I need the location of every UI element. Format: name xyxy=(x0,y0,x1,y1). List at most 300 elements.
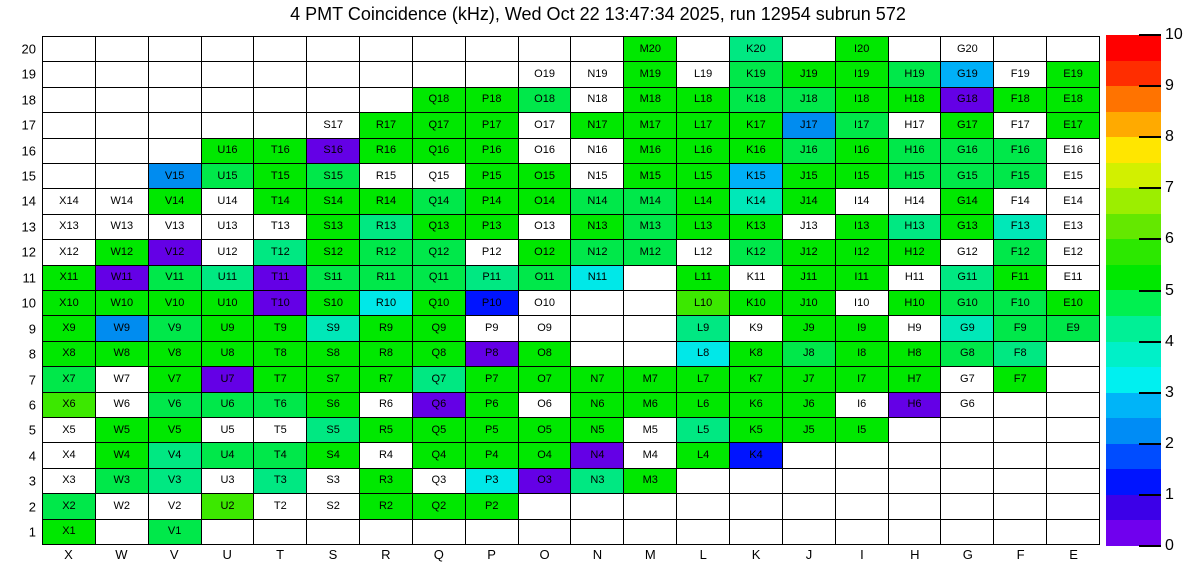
cell-J17: J17 xyxy=(783,113,835,137)
cell-J13: J13 xyxy=(783,215,835,239)
colorbar-tick-label-3: 3 xyxy=(1165,383,1174,401)
cell-empty xyxy=(677,469,729,493)
cell-empty xyxy=(1047,469,1099,493)
cell-F13: F13 xyxy=(994,215,1046,239)
cell-H12: H12 xyxy=(889,240,941,264)
row-label-2: 2 xyxy=(28,499,36,515)
cell-U6: U6 xyxy=(202,393,254,417)
cell-empty xyxy=(149,37,201,61)
row-label-19: 19 xyxy=(21,66,36,82)
cell-R3: R3 xyxy=(360,469,412,493)
colorbar-tick-label-2: 2 xyxy=(1165,434,1174,452)
colorbar-tick xyxy=(1139,494,1161,496)
cell-empty xyxy=(836,494,888,518)
cell-empty xyxy=(96,37,148,61)
cell-Q8: Q8 xyxy=(413,342,465,366)
cell-I11: I11 xyxy=(836,266,888,290)
cell-G8: G8 xyxy=(941,342,993,366)
cell-I8: I8 xyxy=(836,342,888,366)
cell-E18: E18 xyxy=(1047,88,1099,112)
cell-empty xyxy=(624,342,676,366)
colorbar-tick-label-0: 0 xyxy=(1165,537,1174,554)
cell-J10: J10 xyxy=(783,291,835,315)
cell-empty xyxy=(202,520,254,544)
cell-H13: H13 xyxy=(889,215,941,239)
cell-K19: K19 xyxy=(730,62,782,86)
cell-X10: X10 xyxy=(43,291,95,315)
cell-empty xyxy=(836,469,888,493)
page-title: 4 PMT Coincidence (kHz), Wed Oct 22 13:47:34 2025, run 12954 subrun 572 xyxy=(290,4,906,24)
cell-M18: M18 xyxy=(624,88,676,112)
cell-K16: K16 xyxy=(730,139,782,163)
cell-empty xyxy=(889,520,941,544)
cell-empty xyxy=(730,494,782,518)
cell-S12: S12 xyxy=(307,240,359,264)
column-label-H: H xyxy=(910,547,920,562)
cell-empty xyxy=(149,113,201,137)
cell-X6: X6 xyxy=(43,393,95,417)
cell-empty xyxy=(994,520,1046,544)
cell-Q12: Q12 xyxy=(413,240,465,264)
cell-G11: G11 xyxy=(941,266,993,290)
row-label-17: 17 xyxy=(21,117,36,133)
cell-P6: P6 xyxy=(466,393,518,417)
cell-K18: K18 xyxy=(730,88,782,112)
cell-L15: L15 xyxy=(677,164,729,188)
cell-X3: X3 xyxy=(43,469,95,493)
cell-V12: V12 xyxy=(149,240,201,264)
cell-T6: T6 xyxy=(254,393,306,417)
column-label-E: E xyxy=(1069,547,1078,562)
cell-M20: M20 xyxy=(624,37,676,61)
cell-H17: H17 xyxy=(889,113,941,137)
cell-I20: I20 xyxy=(836,37,888,61)
cell-H8: H8 xyxy=(889,342,941,366)
colorbar-tick xyxy=(1139,187,1161,189)
cell-S6: S6 xyxy=(307,393,359,417)
cell-empty xyxy=(783,520,835,544)
column-label-L: L xyxy=(699,547,707,562)
cell-K8: K8 xyxy=(730,342,782,366)
cell-E19: E19 xyxy=(1047,62,1099,86)
cell-O11: O11 xyxy=(519,266,571,290)
cell-I10: I10 xyxy=(836,291,888,315)
colorbar-tick-label-9: 9 xyxy=(1165,77,1174,95)
cell-empty xyxy=(783,469,835,493)
cell-U5: U5 xyxy=(202,418,254,442)
cell-T7: T7 xyxy=(254,367,306,391)
cell-W11: W11 xyxy=(96,266,148,290)
cell-O10: O10 xyxy=(519,291,571,315)
cell-F15: F15 xyxy=(994,164,1046,188)
colorbar-tick xyxy=(1139,545,1161,547)
cell-U13: U13 xyxy=(202,215,254,239)
cell-P18: P18 xyxy=(466,88,518,112)
cell-Q13: Q13 xyxy=(413,215,465,239)
cell-empty xyxy=(889,443,941,467)
cell-empty xyxy=(254,37,306,61)
colorbar-tick-labels xyxy=(1165,26,1195,554)
cell-H10: H10 xyxy=(889,291,941,315)
colorbar-tick xyxy=(1139,443,1161,445)
cell-H16: H16 xyxy=(889,139,941,163)
cell-S3: S3 xyxy=(307,469,359,493)
cell-Q10: Q10 xyxy=(413,291,465,315)
cell-P2: P2 xyxy=(466,494,518,518)
column-label-O: O xyxy=(539,547,550,562)
cell-empty xyxy=(413,520,465,544)
cell-O9: O9 xyxy=(519,316,571,340)
cell-H9: H9 xyxy=(889,316,941,340)
cell-N11: N11 xyxy=(571,266,623,290)
cell-F11: F11 xyxy=(994,266,1046,290)
cell-J5: J5 xyxy=(783,418,835,442)
cell-empty xyxy=(624,316,676,340)
cell-R16: R16 xyxy=(360,139,412,163)
cell-J12: J12 xyxy=(783,240,835,264)
cell-S10: S10 xyxy=(307,291,359,315)
cell-empty xyxy=(413,37,465,61)
cell-H7: H7 xyxy=(889,367,941,391)
cell-F16: F16 xyxy=(994,139,1046,163)
cell-F8: F8 xyxy=(994,342,1046,366)
cell-P8: P8 xyxy=(466,342,518,366)
cell-K13: K13 xyxy=(730,215,782,239)
cell-F10: F10 xyxy=(994,291,1046,315)
cell-N12: N12 xyxy=(571,240,623,264)
cell-R5: R5 xyxy=(360,418,412,442)
cell-empty xyxy=(96,88,148,112)
cell-X1: X1 xyxy=(43,520,95,544)
cell-F14: F14 xyxy=(994,189,1046,213)
cell-K7: K7 xyxy=(730,367,782,391)
cell-K17: K17 xyxy=(730,113,782,137)
cell-empty xyxy=(941,443,993,467)
column-label-W: W xyxy=(115,547,128,562)
cell-empty xyxy=(254,62,306,86)
row-label-10: 10 xyxy=(21,295,36,311)
cell-R10: R10 xyxy=(360,291,412,315)
cell-M19: M19 xyxy=(624,62,676,86)
cell-empty xyxy=(994,443,1046,467)
cell-empty xyxy=(202,37,254,61)
cell-empty xyxy=(571,342,623,366)
cell-J19: J19 xyxy=(783,62,835,86)
cell-X11: X11 xyxy=(43,266,95,290)
y-axis-row-labels xyxy=(8,36,36,545)
cell-E13: E13 xyxy=(1047,215,1099,239)
cell-empty xyxy=(307,62,359,86)
cell-N4: N4 xyxy=(571,443,623,467)
cell-empty xyxy=(677,520,729,544)
cell-G19: G19 xyxy=(941,62,993,86)
cell-empty xyxy=(941,520,993,544)
cell-empty xyxy=(941,469,993,493)
cell-U8: U8 xyxy=(202,342,254,366)
cell-Q5: Q5 xyxy=(413,418,465,442)
cell-M15: M15 xyxy=(624,164,676,188)
cell-M7: M7 xyxy=(624,367,676,391)
cell-O17: O17 xyxy=(519,113,571,137)
cell-R8: R8 xyxy=(360,342,412,366)
cell-F9: F9 xyxy=(994,316,1046,340)
cell-N13: N13 xyxy=(571,215,623,239)
cell-E17: E17 xyxy=(1047,113,1099,137)
cell-V3: V3 xyxy=(149,469,201,493)
cell-P16: P16 xyxy=(466,139,518,163)
column-label-J: J xyxy=(805,547,813,562)
cell-M12: M12 xyxy=(624,240,676,264)
cell-L13: L13 xyxy=(677,215,729,239)
cell-U2: U2 xyxy=(202,494,254,518)
cell-K9: K9 xyxy=(730,316,782,340)
cell-H15: H15 xyxy=(889,164,941,188)
cell-T12: T12 xyxy=(254,240,306,264)
cell-empty xyxy=(624,266,676,290)
cell-G20: G20 xyxy=(941,37,993,61)
cell-empty xyxy=(730,469,782,493)
cell-empty xyxy=(43,164,95,188)
cell-P15: P15 xyxy=(466,164,518,188)
cell-Q9: Q9 xyxy=(413,316,465,340)
cell-empty xyxy=(466,520,518,544)
cell-R11: R11 xyxy=(360,266,412,290)
row-label-8: 8 xyxy=(28,346,36,362)
cell-M14: M14 xyxy=(624,189,676,213)
row-label-13: 13 xyxy=(21,219,36,235)
colorbar-tick-label-4: 4 xyxy=(1165,332,1174,350)
cell-empty xyxy=(677,37,729,61)
cell-K4: K4 xyxy=(730,443,782,467)
cell-O7: O7 xyxy=(519,367,571,391)
cell-empty xyxy=(360,62,412,86)
cell-X12: X12 xyxy=(43,240,95,264)
cell-V4: V4 xyxy=(149,443,201,467)
cell-N7: N7 xyxy=(571,367,623,391)
cell-empty xyxy=(307,520,359,544)
cell-empty xyxy=(43,139,95,163)
cell-O13: O13 xyxy=(519,215,571,239)
cell-empty xyxy=(941,494,993,518)
cell-Q7: Q7 xyxy=(413,367,465,391)
cell-L4: L4 xyxy=(677,443,729,467)
cell-empty xyxy=(1047,443,1099,467)
cell-R7: R7 xyxy=(360,367,412,391)
row-label-9: 9 xyxy=(28,321,36,337)
cell-J8: J8 xyxy=(783,342,835,366)
cell-P5: P5 xyxy=(466,418,518,442)
cell-I15: I15 xyxy=(836,164,888,188)
cell-empty xyxy=(360,37,412,61)
cell-N3: N3 xyxy=(571,469,623,493)
cell-empty xyxy=(994,393,1046,417)
cell-S13: S13 xyxy=(307,215,359,239)
cell-P7: P7 xyxy=(466,367,518,391)
cell-R6: R6 xyxy=(360,393,412,417)
cell-K11: K11 xyxy=(730,266,782,290)
cell-empty xyxy=(624,520,676,544)
cell-N6: N6 xyxy=(571,393,623,417)
cell-empty xyxy=(519,494,571,518)
cell-empty xyxy=(96,62,148,86)
cell-empty xyxy=(466,37,518,61)
cell-E16: E16 xyxy=(1047,139,1099,163)
cell-I5: I5 xyxy=(836,418,888,442)
cell-K6: K6 xyxy=(730,393,782,417)
cell-E9: E9 xyxy=(1047,316,1099,340)
cell-K15: K15 xyxy=(730,164,782,188)
cell-G6: G6 xyxy=(941,393,993,417)
cell-G17: G17 xyxy=(941,113,993,137)
cell-J18: J18 xyxy=(783,88,835,112)
cell-R13: R13 xyxy=(360,215,412,239)
cell-X9: X9 xyxy=(43,316,95,340)
cell-empty xyxy=(202,88,254,112)
cell-M5: M5 xyxy=(624,418,676,442)
cell-G9: G9 xyxy=(941,316,993,340)
cell-U12: U12 xyxy=(202,240,254,264)
cell-J16: J16 xyxy=(783,139,835,163)
cell-empty xyxy=(519,37,571,61)
cell-empty xyxy=(571,37,623,61)
column-label-P: P xyxy=(487,547,496,562)
colorbar-tick xyxy=(1139,341,1161,343)
cell-M4: M4 xyxy=(624,443,676,467)
cell-X13: X13 xyxy=(43,215,95,239)
cell-empty xyxy=(466,62,518,86)
row-label-5: 5 xyxy=(28,422,36,438)
colorbar-tick-label-6: 6 xyxy=(1165,230,1174,248)
row-label-4: 4 xyxy=(28,448,36,464)
cell-W8: W8 xyxy=(96,342,148,366)
cell-W9: W9 xyxy=(96,316,148,340)
cell-N16: N16 xyxy=(571,139,623,163)
cell-empty xyxy=(254,113,306,137)
cell-empty xyxy=(96,139,148,163)
cell-W10: W10 xyxy=(96,291,148,315)
cell-empty xyxy=(43,37,95,61)
x-axis-column-labels xyxy=(42,547,1100,565)
cell-N5: N5 xyxy=(571,418,623,442)
cell-M13: M13 xyxy=(624,215,676,239)
cell-empty xyxy=(889,37,941,61)
cell-S16: S16 xyxy=(307,139,359,163)
cell-Q4: Q4 xyxy=(413,443,465,467)
cell-G18: G18 xyxy=(941,88,993,112)
cell-J6: J6 xyxy=(783,393,835,417)
cell-T5: T5 xyxy=(254,418,306,442)
cell-U3: U3 xyxy=(202,469,254,493)
cell-P17: P17 xyxy=(466,113,518,137)
cell-empty xyxy=(1047,418,1099,442)
cell-Q6: Q6 xyxy=(413,393,465,417)
cell-K14: K14 xyxy=(730,189,782,213)
cell-O6: O6 xyxy=(519,393,571,417)
cell-V15: V15 xyxy=(149,164,201,188)
cell-empty xyxy=(783,494,835,518)
column-label-F: F xyxy=(1016,547,1025,562)
column-label-K: K xyxy=(751,547,761,562)
cell-W13: W13 xyxy=(96,215,148,239)
cell-M3: M3 xyxy=(624,469,676,493)
cell-U7: U7 xyxy=(202,367,254,391)
cell-N15: N15 xyxy=(571,164,623,188)
cell-F12: F12 xyxy=(994,240,1046,264)
cell-T10: T10 xyxy=(254,291,306,315)
cell-L19: L19 xyxy=(677,62,729,86)
cell-J9: J9 xyxy=(783,316,835,340)
cell-empty xyxy=(889,418,941,442)
cell-F7: F7 xyxy=(994,367,1046,391)
cell-empty xyxy=(624,291,676,315)
cell-E10: E10 xyxy=(1047,291,1099,315)
cell-empty xyxy=(1047,37,1099,61)
cell-V2: V2 xyxy=(149,494,201,518)
cell-empty xyxy=(571,316,623,340)
cell-P13: P13 xyxy=(466,215,518,239)
cell-M17: M17 xyxy=(624,113,676,137)
cell-G14: G14 xyxy=(941,189,993,213)
cell-I19: I19 xyxy=(836,62,888,86)
cell-S14: S14 xyxy=(307,189,359,213)
cell-E11: E11 xyxy=(1047,266,1099,290)
cell-empty xyxy=(571,494,623,518)
cell-empty xyxy=(307,37,359,61)
colorbar-tick xyxy=(1139,290,1161,292)
cell-Q3: Q3 xyxy=(413,469,465,493)
column-label-V: V xyxy=(169,547,179,562)
cell-L8: L8 xyxy=(677,342,729,366)
cell-empty xyxy=(571,520,623,544)
cell-S11: S11 xyxy=(307,266,359,290)
cell-E12: E12 xyxy=(1047,240,1099,264)
cell-empty xyxy=(1047,494,1099,518)
cell-empty xyxy=(889,494,941,518)
colorbar-tick-label-7: 7 xyxy=(1165,179,1174,197)
cell-L7: L7 xyxy=(677,367,729,391)
cell-L9: L9 xyxy=(677,316,729,340)
cell-S4: S4 xyxy=(307,443,359,467)
cell-T2: T2 xyxy=(254,494,306,518)
cell-W5: W5 xyxy=(96,418,148,442)
cell-N14: N14 xyxy=(571,189,623,213)
cell-L14: L14 xyxy=(677,189,729,213)
cell-empty xyxy=(994,494,1046,518)
cell-X14: X14 xyxy=(43,189,95,213)
column-label-T: T xyxy=(276,547,285,562)
cell-G15: G15 xyxy=(941,164,993,188)
cell-empty xyxy=(571,291,623,315)
cell-Q18: Q18 xyxy=(413,88,465,112)
column-label-X: X xyxy=(64,547,73,562)
cell-J7: J7 xyxy=(783,367,835,391)
cell-P12: P12 xyxy=(466,240,518,264)
cell-empty xyxy=(360,88,412,112)
cell-S15: S15 xyxy=(307,164,359,188)
cell-H6: H6 xyxy=(889,393,941,417)
cell-T14: T14 xyxy=(254,189,306,213)
row-label-20: 20 xyxy=(21,41,36,57)
cell-W14: W14 xyxy=(96,189,148,213)
row-label-16: 16 xyxy=(21,143,36,159)
cell-L5: L5 xyxy=(677,418,729,442)
cell-O18: O18 xyxy=(519,88,571,112)
cell-F18: F18 xyxy=(994,88,1046,112)
column-label-S: S xyxy=(328,547,338,562)
cell-empty xyxy=(677,494,729,518)
column-label-Q: Q xyxy=(433,547,444,562)
colorbar-tick-label-1: 1 xyxy=(1165,485,1174,503)
